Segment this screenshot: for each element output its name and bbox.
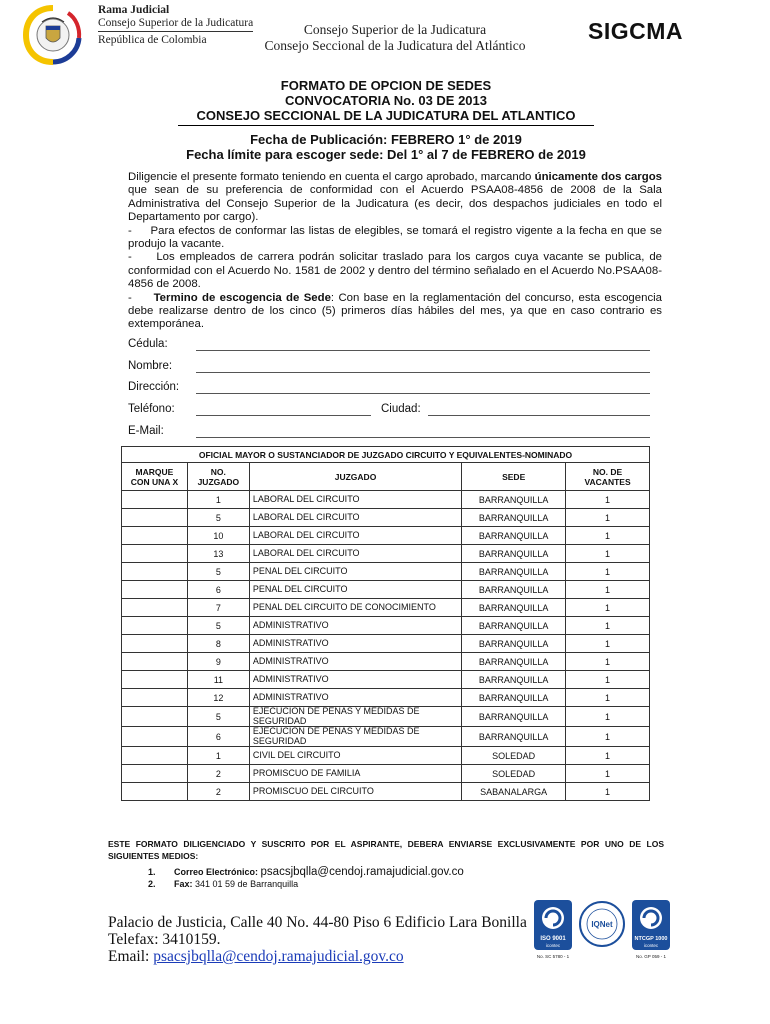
p4-bold: Termino de escogencia de Sede xyxy=(153,291,331,304)
table-row xyxy=(122,671,650,689)
juzgado-name: PENAL DEL CIRCUITO xyxy=(249,563,461,581)
table-row xyxy=(122,563,650,581)
marque-cell[interactable] xyxy=(122,581,188,599)
table-row xyxy=(122,707,650,727)
fecha-publicacion: Fecha de Publicación: FEBRERO 1° de 2019 xyxy=(250,132,522,147)
header-marque: MARQUE CON UNA X xyxy=(122,463,188,491)
vacantes-count: 1 xyxy=(566,635,650,653)
medios-list xyxy=(148,866,464,890)
fecha-limite: Fecha límite para escoger sede: Del 1° al 7 de FEBRERO de 2019 xyxy=(186,147,586,162)
table-row xyxy=(122,635,650,653)
table-row xyxy=(122,727,650,747)
marque-cell[interactable] xyxy=(122,689,188,707)
rama-judicial-logo xyxy=(22,4,84,66)
juzgado-number: 12 xyxy=(187,689,249,707)
marque-cell[interactable] xyxy=(122,563,188,581)
consejo-superior: Consejo Superior de la Judicatura xyxy=(303,22,487,37)
iqnet-label: IQNet xyxy=(591,920,613,929)
medio2-num: 2. xyxy=(148,879,156,889)
iso-9001-seal xyxy=(534,900,572,959)
table-row xyxy=(122,617,650,635)
header-juzgado: JUZGADO xyxy=(249,463,461,491)
juzgado-name: ADMINISTRATIVO xyxy=(249,671,461,689)
juzgado-name: CIVIL DEL CIRCUITO xyxy=(249,747,461,765)
table-row xyxy=(122,783,650,801)
juzgado-name: EJECUCION DE PENAS Y MEDIDAS DE SEGURIDAD xyxy=(249,707,461,727)
juzgado-name: PROMISCUO DE FAMILIA xyxy=(249,765,461,783)
marque-cell[interactable] xyxy=(122,707,188,727)
sede-name: SOLEDAD xyxy=(462,765,566,783)
p4-rest: : Con base en la reglamentación del concurso, esta escogencia debe realizarse dentro de los cinco (5) primeros días hábiles del mes, ya que en caso contrario es extemporánea. xyxy=(128,291,663,331)
nombre-field[interactable] xyxy=(196,371,650,373)
title-line1: FORMATO DE OPCION DE SEDES xyxy=(280,78,492,93)
direccion-field[interactable] xyxy=(196,392,650,394)
rama-line3: República de Colombia xyxy=(98,34,207,46)
ciudad-label: Ciudad: xyxy=(381,403,421,415)
rama-line2: Consejo Superior de la Judicatura xyxy=(98,17,254,29)
instruction-p3: - Los empleados de carrera podrán solicitar traslado para los cargos cuya vacante se publica, de conformidad con el Acuerdo No. 1581 de 2002 y dentro del término señalado en el Acuerdo No.PSAA08- 4856 de 2008. xyxy=(128,251,666,291)
marque-cell[interactable] xyxy=(122,527,188,545)
certification-seals xyxy=(532,898,672,962)
vacantes-count: 1 xyxy=(566,671,650,689)
medio-fax xyxy=(148,878,464,890)
juzgado-name: ADMINISTRATIVO xyxy=(249,635,461,653)
juzgado-name: PENAL DEL CIRCUITO xyxy=(249,581,461,599)
sc-number: No. SC 5780 - 1 xyxy=(536,954,570,959)
table-row xyxy=(122,765,650,783)
sede-name: BARRANQUILLA xyxy=(462,635,566,653)
juzgado-name: LABORAL DEL CIRCUITO xyxy=(249,509,461,527)
juzgado-number: 5 xyxy=(187,707,249,727)
table-row xyxy=(122,599,650,617)
juzgado-number: 8 xyxy=(187,635,249,653)
marque-cell[interactable] xyxy=(122,765,188,783)
juzgado-name: LABORAL DEL CIRCUITO xyxy=(249,491,461,509)
ntcgp-1000-seal xyxy=(632,900,670,959)
icontec-label-2: icontec xyxy=(643,943,659,948)
email-line xyxy=(108,948,527,965)
juzgado-name: PROMISCUO DEL CIRCUITO xyxy=(249,783,461,801)
rama-line1: Rama Judicial xyxy=(98,4,170,16)
sede-name: BARRANQUILLA xyxy=(462,671,566,689)
medio2-fax-value: 341 01 59 de Barranquilla xyxy=(192,879,299,889)
juzgado-number: 1 xyxy=(187,491,249,509)
header-vacantes: NO. DE VACANTES xyxy=(566,463,650,491)
instruction-p1 xyxy=(128,171,662,225)
cedula-field[interactable] xyxy=(196,349,650,351)
email-link[interactable]: psacsjbqlla@cendoj.ramajudicial.gov.co xyxy=(153,948,404,965)
header-no-juzgado: NO. JUZGADO xyxy=(187,463,249,491)
instructions xyxy=(128,171,666,332)
vacantes-count: 1 xyxy=(566,509,650,527)
marque-cell[interactable] xyxy=(122,727,188,747)
p1-bold: únicamente dos cargos xyxy=(534,171,662,183)
medio-email xyxy=(148,866,464,878)
ciudad-field[interactable] xyxy=(428,414,650,416)
juzgado-name: PENAL DEL CIRCUITO DE CONOCIMIENTO xyxy=(249,599,461,617)
marque-cell[interactable] xyxy=(122,545,188,563)
header-sede: SEDE xyxy=(462,463,566,491)
cedula-label: Cédula: xyxy=(128,338,168,350)
p1-text-a: Diligencie el presente formato teniendo en cuenta el cargo aprobado, marcando xyxy=(128,171,535,183)
sede-name: BARRANQUILLA xyxy=(462,563,566,581)
icontec-label-1: icontec xyxy=(545,943,561,948)
sede-name: BARRANQUILLA xyxy=(462,545,566,563)
consejo-seccional: Consejo Seccional de la Judicatura del Atlántico xyxy=(264,38,526,53)
juzgado-number: 6 xyxy=(187,727,249,747)
sigcma-label: SIGCMA xyxy=(588,18,683,44)
juzgado-name: LABORAL DEL CIRCUITO xyxy=(249,545,461,563)
juzgado-name: ADMINISTRATIVO xyxy=(249,653,461,671)
medio1-label: Correo Electrónico xyxy=(174,867,256,877)
marque-cell[interactable] xyxy=(122,599,188,617)
title-line2: CONVOCATORIA No. 03 DE 2013 xyxy=(284,93,488,108)
marque-cell[interactable] xyxy=(122,747,188,765)
instruction-p4 xyxy=(128,292,662,332)
sede-name: BARRANQUILLA xyxy=(462,617,566,635)
table-body xyxy=(122,491,650,801)
email-label: E-Mail: xyxy=(128,425,164,437)
table-row xyxy=(122,527,650,545)
juzgado-number: 11 xyxy=(187,671,249,689)
sede-name: BARRANQUILLA xyxy=(462,581,566,599)
vacantes-count: 1 xyxy=(566,707,650,727)
divider xyxy=(98,31,253,32)
nombre-label: Nombre: xyxy=(128,360,173,372)
certification-logos xyxy=(532,898,672,962)
address: Palacio de Justicia, Calle 40 No. 44-80 Piso 6 Edificio Lara Bonilla xyxy=(108,914,527,931)
gp-number: No. GP 059 - 1 xyxy=(636,954,666,959)
sede-name: SABANALARGA xyxy=(462,783,566,801)
sede-name: BARRANQUILLA xyxy=(462,527,566,545)
medio2-label: Fax: xyxy=(174,879,193,889)
juzgado-number: 1 xyxy=(187,747,249,765)
juzgado-name: ADMINISTRATIVO xyxy=(249,689,461,707)
footer-note: ESTE FORMATO DILIGENCIADO Y SUSCRITO POR EL ASPIRANTE, DEBERA ENVIARSE EXCLUSIVAMENTE POR UNO DE LOS SIGUIENTES MEDIOS: xyxy=(108,839,664,861)
sede-name: BARRANQUILLA xyxy=(462,599,566,617)
iqnet-seal xyxy=(580,902,624,946)
vacantes-count: 1 xyxy=(566,491,650,509)
table-row xyxy=(122,545,650,563)
marque-cell[interactable] xyxy=(122,509,188,527)
juzgado-number: 6 xyxy=(187,581,249,599)
table-row xyxy=(122,689,650,707)
vacantes-count: 1 xyxy=(566,527,650,545)
email-field[interactable] xyxy=(196,436,650,438)
juzgado-number: 2 xyxy=(187,783,249,801)
vacantes-count: 1 xyxy=(566,581,650,599)
juzgado-number: 5 xyxy=(187,509,249,527)
table-row xyxy=(122,581,650,599)
direccion-label: Dirección: xyxy=(128,381,180,393)
sede-name: BARRANQUILLA xyxy=(462,707,566,727)
vacantes-count: 1 xyxy=(566,617,650,635)
juzgado-number: 2 xyxy=(187,765,249,783)
title-line3: CONSEJO SECCIONAL DE LA JUDICATURA DEL ATLANTICO xyxy=(196,108,576,123)
marque-cell[interactable] xyxy=(122,617,188,635)
ntcgp-label: NTCGP 1000 xyxy=(634,936,668,942)
telefono-label: Teléfono: xyxy=(128,403,175,415)
marque-cell[interactable] xyxy=(122,491,188,509)
sede-name: BARRANQUILLA xyxy=(462,491,566,509)
juzgado-number: 5 xyxy=(187,563,249,581)
dates-block xyxy=(100,132,672,162)
email-line-label: Email: xyxy=(108,948,154,965)
juzgado-number: 10 xyxy=(187,527,249,545)
marque-cell[interactable] xyxy=(122,783,188,801)
sede-name: BARRANQUILLA xyxy=(462,653,566,671)
sede-name: SOLEDAD xyxy=(462,747,566,765)
vacantes-count: 1 xyxy=(566,653,650,671)
sede-name: BARRANQUILLA xyxy=(462,509,566,527)
rama-judicial-heading xyxy=(98,4,253,47)
juzgado-number: 13 xyxy=(187,545,249,563)
title-rule xyxy=(178,125,594,126)
table-title: OFICIAL MAYOR O SUSTANCIADOR DE JUZGADO CIRCUITO Y EQUIVALENTES-NOMINADO xyxy=(122,447,650,463)
vacantes-count: 1 xyxy=(566,747,650,765)
vacantes-count: 1 xyxy=(566,727,650,747)
vacantes-count: 1 xyxy=(566,765,650,783)
telefax: Telefax: 3410159. xyxy=(108,931,221,948)
juzgado-number: 9 xyxy=(187,653,249,671)
contact-block xyxy=(108,914,527,965)
telefono-field[interactable] xyxy=(196,414,371,416)
table-row xyxy=(122,509,650,527)
sede-name: BARRANQUILLA xyxy=(462,689,566,707)
document-titles xyxy=(100,78,672,126)
instruction-p2: - Para efectos de conformar las listas de elegibles, se tomará el registro vigente a la fecha en que se produjo la vacante. xyxy=(128,224,666,251)
medio1-num: 1. xyxy=(148,867,156,877)
vacantes-count: 1 xyxy=(566,545,650,563)
vacantes-count: 1 xyxy=(566,599,650,617)
marque-cell[interactable] xyxy=(122,671,188,689)
juzgado-number: 7 xyxy=(187,599,249,617)
consejo-heading xyxy=(250,22,540,54)
vacantes-count: 1 xyxy=(566,563,650,581)
sede-name: BARRANQUILLA xyxy=(462,727,566,747)
vacantes-count: 1 xyxy=(566,783,650,801)
iso-label: ISO 9001 xyxy=(540,936,566,942)
marque-cell[interactable] xyxy=(122,635,188,653)
juzgado-number: 5 xyxy=(187,617,249,635)
p4-dash: - xyxy=(128,291,154,304)
sedes-table xyxy=(121,446,650,801)
table-row xyxy=(122,491,650,509)
juzgado-name: LABORAL DEL CIRCUITO xyxy=(249,527,461,545)
table-row xyxy=(122,653,650,671)
medio1-colon: : xyxy=(255,867,261,877)
juzgado-name: EJECUCION DE PENAS Y MEDIDAS DE SEGURIDAD xyxy=(249,727,461,747)
table-row xyxy=(122,747,650,765)
p1-text-c: que sean de su preferencia de conformidad con el Acuerdo PSAA08-4856 de 2008 de la Sala Administrativa del Consejo Superior de la Judicatura (es decir, dos despachos judiciales en todo el Departamento por cargo). xyxy=(128,184,662,224)
juzgado-name: ADMINISTRATIVO xyxy=(249,617,461,635)
marque-cell[interactable] xyxy=(122,653,188,671)
medio1-email-value[interactable]: psacsjbqlla@cendoj.ramajudicial.gov.co xyxy=(260,866,464,878)
vacantes-count: 1 xyxy=(566,689,650,707)
